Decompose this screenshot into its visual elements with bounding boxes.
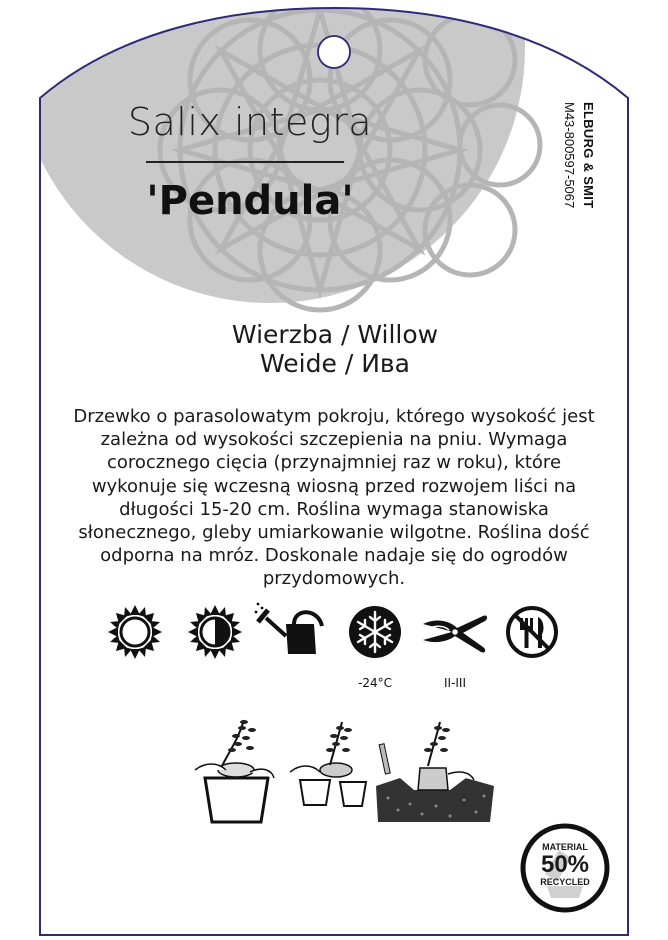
- planting-illustration-unpot: [290, 722, 366, 806]
- brand-name: ELBURG & SMIT: [581, 102, 596, 209]
- plant-description: Drzewko o parasolowatym pokroju, którego wysokość jest zależna od wysokości szczepienia na pniu. Wymaga corocznego cięcia (przynajmniej raz w roku), które wykonuje się wczesną wiosną przed rozwojem liści na długości 15-20 cm. Roślina wymaga stanowiska słonecznego, gleby umiarkowanie wilgotne. Roślina dość odporna na mróz. Doskonale nadaje się do ogrodów przydomowych.: [73, 406, 595, 590]
- pruning-months-caption: II-III: [443, 676, 467, 690]
- planting-illustration-soil: [376, 722, 494, 822]
- not-edible-icon: [508, 608, 556, 656]
- brand-block: [556, 102, 596, 252]
- article-code: M43-800597-5067: [562, 102, 577, 209]
- partial-shade-icon: [188, 605, 242, 659]
- common-name-line: Wierzba / Willow: [231, 320, 439, 349]
- frost-temperature-caption: -24°C: [358, 676, 392, 690]
- full-sun-icon: [108, 605, 162, 659]
- common-names: [100, 320, 570, 378]
- recycle-badge-top: MATERIAL: [542, 842, 588, 852]
- watering-can-icon: [255, 603, 322, 654]
- recycle-badge-percent: 50%: [540, 851, 590, 878]
- recycle-badge-text: [527, 843, 603, 887]
- common-name-line: Weide / Ива: [260, 349, 410, 378]
- header-circle-group: [15, 0, 540, 310]
- pruning-shears-icon: [423, 615, 487, 652]
- cultivar-name: 'Pendula': [146, 178, 354, 224]
- planting-illustration-pot: [195, 720, 274, 822]
- title-divider: [146, 161, 344, 163]
- species-name: Salix integra: [127, 100, 373, 144]
- hang-hole: [318, 36, 350, 68]
- frost-hardiness-icon: [349, 606, 401, 658]
- recycle-badge-bottom: RECYCLED: [540, 877, 590, 887]
